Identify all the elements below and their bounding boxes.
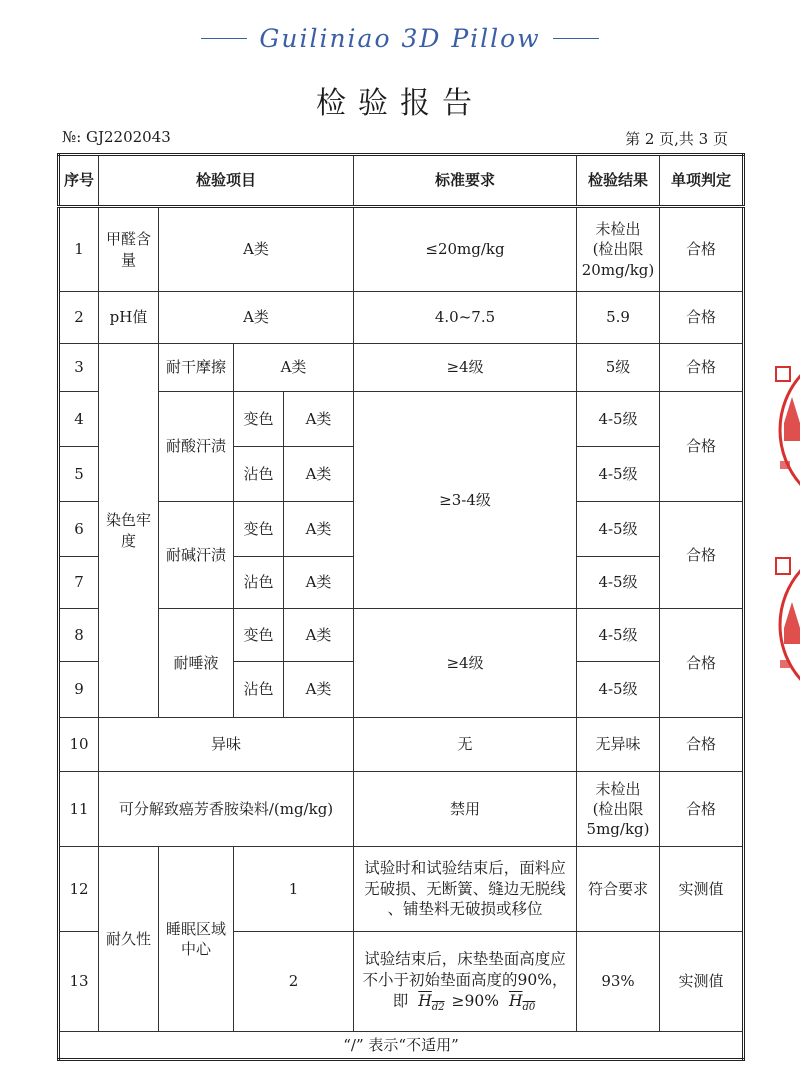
row-11-result: 未检出 (检出限 5mg/kg)	[577, 772, 660, 847]
header-standard: 标准要求	[354, 155, 577, 207]
table-row	[59, 207, 744, 292]
row-9-result: 4-5级	[577, 662, 660, 718]
row-5-result: 4-5级	[577, 447, 660, 502]
table-note: “/” 表示“不适用”	[59, 1032, 744, 1060]
row-13-result: 93%	[577, 932, 660, 1032]
row-10-standard: 无	[354, 718, 577, 772]
row-8-9-judgment: 合格	[660, 609, 744, 718]
row-12-result: 符合要求	[577, 847, 660, 932]
row-3-judgment: 合格	[660, 344, 744, 392]
formula-operator: ≥90%	[451, 991, 499, 1010]
row-7-class: A类	[284, 557, 354, 609]
row-1-class: A类	[159, 207, 354, 292]
row-6-class: A类	[284, 502, 354, 557]
row-6-aspect: 变色	[234, 502, 284, 557]
row-3-standard: ≥4级	[354, 344, 577, 392]
row-5-no: 5	[59, 447, 99, 502]
row-3-subitem: 耐干摩擦	[159, 344, 234, 392]
row-2-result: 5.9	[577, 292, 660, 344]
table-header-row	[59, 155, 744, 207]
row-2-standard: 4.0~7.5	[354, 292, 577, 344]
brand-line-left	[201, 38, 247, 39]
row-1-item: 甲醛含量	[99, 207, 159, 292]
row-7-aspect: 沾色	[234, 557, 284, 609]
row-4-class: A类	[284, 392, 354, 447]
header-no: 序号	[59, 155, 99, 207]
sleep-zone-center-label: 睡眠区域中心	[159, 847, 234, 1032]
row-13-aspect: 2	[234, 932, 354, 1032]
formula-prefix: 即	[392, 991, 409, 1010]
report-number: №: GJ2202043	[62, 128, 171, 146]
row-1-judgment: 合格	[660, 207, 744, 292]
formula-rhs: $H_{d0}$	[508, 991, 536, 1013]
row-4-no: 4	[59, 392, 99, 447]
row-12-no: 12	[59, 847, 99, 932]
report-title: 检验报告	[316, 86, 484, 121]
seal-fragment-bottom	[766, 540, 800, 710]
row-6-7-judgment: 合格	[660, 502, 744, 609]
row-6-no: 6	[59, 502, 99, 557]
table-row	[59, 344, 744, 392]
color-fastness-label: 染色牢度	[99, 344, 159, 718]
header-item: 检验项目	[99, 155, 354, 207]
row-12-standard: 试验时和试验结束后，面料应无破损、无断簧、缝边无脱线、铺垫料无破损或移位	[354, 847, 577, 932]
row-5-aspect: 沾色	[234, 447, 284, 502]
brand-line-right	[553, 38, 599, 39]
height-formula	[358, 991, 572, 1015]
table-row	[59, 847, 744, 932]
row-6-result: 4-5级	[577, 502, 660, 557]
formula-lhs: $H_{d2}$	[418, 991, 445, 1013]
row-12-aspect: 1	[234, 847, 354, 932]
page-indicator: 第 2 页,共 3 页	[625, 130, 728, 148]
row-3-class: A类	[234, 344, 354, 392]
table-row	[59, 392, 744, 447]
row-1-standard: ≤20mg/kg	[354, 207, 577, 292]
brand-header	[0, 18, 800, 58]
table-note-row	[59, 1032, 744, 1060]
table-row	[59, 609, 744, 662]
row-8-subitem: 耐唾液	[159, 609, 234, 718]
seal-fragment-top	[766, 345, 800, 515]
row-4-result: 4-5级	[577, 392, 660, 447]
row-2-no: 2	[59, 292, 99, 344]
header-result: 检验结果	[577, 155, 660, 207]
header-judgment: 单项判定	[660, 155, 744, 207]
inspection-table	[57, 153, 745, 1061]
row-4-aspect: 变色	[234, 392, 284, 447]
row-2-judgment: 合格	[660, 292, 744, 344]
row-13-judgment: 实测值	[660, 932, 744, 1032]
row-8-class: A类	[284, 609, 354, 662]
row-4-subitem: 耐酸汗渍	[159, 392, 234, 502]
row-9-class: A类	[284, 662, 354, 718]
row-8-result: 4-5级	[577, 609, 660, 662]
row-10-no: 10	[59, 718, 99, 772]
table-row	[59, 772, 744, 847]
table-row	[59, 718, 744, 772]
row-3-result: 5级	[577, 344, 660, 392]
row-10-judgment: 合格	[660, 718, 744, 772]
durability-label: 耐久性	[99, 847, 159, 1032]
row-10-item: 异味	[99, 718, 354, 772]
row-8-aspect: 变色	[234, 609, 284, 662]
row-11-standard: 禁用	[354, 772, 577, 847]
row-4-7-standard: ≥3-4级	[354, 392, 577, 609]
row-11-judgment: 合格	[660, 772, 744, 847]
row-7-no: 7	[59, 557, 99, 609]
row-9-aspect: 沾色	[234, 662, 284, 718]
row-1-no: 1	[59, 207, 99, 292]
row-9-no: 9	[59, 662, 99, 718]
row-13-no: 13	[59, 932, 99, 1032]
table-row	[59, 292, 744, 344]
row-4-5-judgment: 合格	[660, 392, 744, 502]
brand-logo-text: Guiliniao 3D Pillow	[259, 23, 541, 53]
row-12-judgment: 实测值	[660, 847, 744, 932]
row-10-result: 无异味	[577, 718, 660, 772]
row-13-standard	[354, 932, 577, 1032]
row-2-item: pH值	[99, 292, 159, 344]
row-8-no: 8	[59, 609, 99, 662]
row-11-no: 11	[59, 772, 99, 847]
row-13-standard-text: 试验结束后，床垫垫面高度应不小于初始垫面高度的90%，	[362, 949, 568, 989]
row-1-result: 未检出 (检出限 20mg/kg)	[577, 207, 660, 292]
row-5-class: A类	[284, 447, 354, 502]
row-7-result: 4-5级	[577, 557, 660, 609]
row-8-9-standard: ≥4级	[354, 609, 577, 718]
row-6-subitem: 耐碱汗渍	[159, 502, 234, 609]
row-2-class: A类	[159, 292, 354, 344]
row-3-no: 3	[59, 344, 99, 392]
row-11-item: 可分解致癌芳香胺染料/(mg/kg)	[99, 772, 354, 847]
